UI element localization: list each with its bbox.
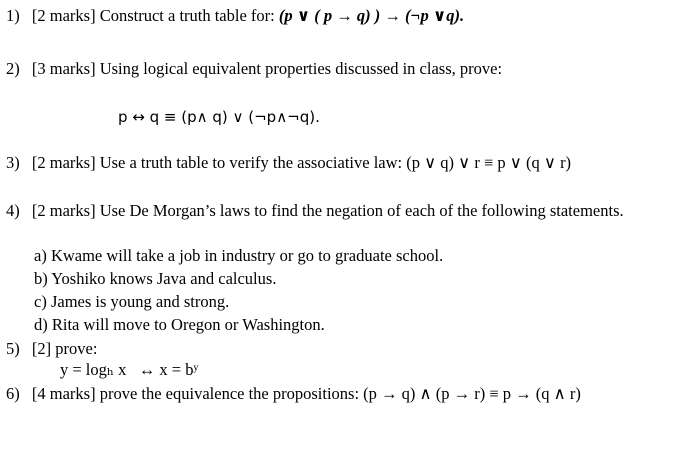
question-2-text: Using logical equivalent properties discussed in class, prove: xyxy=(99,59,503,78)
question-1-marks: [2 marks] xyxy=(31,6,96,25)
question-4-marks: [2 marks] xyxy=(31,201,96,220)
question-6 xyxy=(6,384,581,404)
question-3-marks: [2 marks] xyxy=(31,153,96,172)
question-4-part-b: b) Yoshiko knows Java and calculus. xyxy=(34,269,277,288)
question-1-number: 1) xyxy=(6,6,20,25)
question-3 xyxy=(6,153,571,173)
question-3-text: Use a truth table to verify the associative law: (p ∨ q) ∨ r ≡ p ∨ (q ∨ r) xyxy=(99,153,572,172)
question-1 xyxy=(6,6,464,26)
question-5-text: prove: xyxy=(55,339,98,358)
question-4-part-d: d) Rita will move to Oregon or Washington. xyxy=(34,315,325,334)
question-2 xyxy=(6,59,502,79)
question-6-marks: [4 marks] xyxy=(31,384,96,403)
question-6-number: 6) xyxy=(6,384,20,403)
question-4-number: 4) xyxy=(6,201,20,220)
question-1-formula: (p ∨ ( p → q) ) → (¬p ∨q). xyxy=(278,6,465,25)
question-5 xyxy=(6,339,97,359)
question-4-part-a: a) Kwame will take a job in industry or go to graduate school. xyxy=(34,246,444,265)
question-2-number: 2) xyxy=(6,59,20,78)
question-6-text: prove the equivalence the propositions: (p → q) ∧ (p → r) ≡ p → (q ∧ r) xyxy=(99,384,581,403)
question-2-marks: [3 marks] xyxy=(31,59,96,78)
question-4 xyxy=(6,201,624,221)
question-3-number: 3) xyxy=(6,153,20,172)
question-5-marks: [2] xyxy=(31,339,52,358)
question-1-text: Construct a truth table for: xyxy=(99,6,275,25)
question-2-formula: p ↔ q ≡ (p∧ q) ∨ (¬p∧¬q). xyxy=(118,108,320,126)
question-5-number: 5) xyxy=(6,339,20,358)
question-4-part-c: c) James is young and strong. xyxy=(34,292,230,311)
question-5-formula: y = logₕ x ↔ x = bʸ xyxy=(60,360,199,379)
question-4-text: Use De Morgan’s laws to find the negation of each of the following statements. xyxy=(99,201,624,220)
